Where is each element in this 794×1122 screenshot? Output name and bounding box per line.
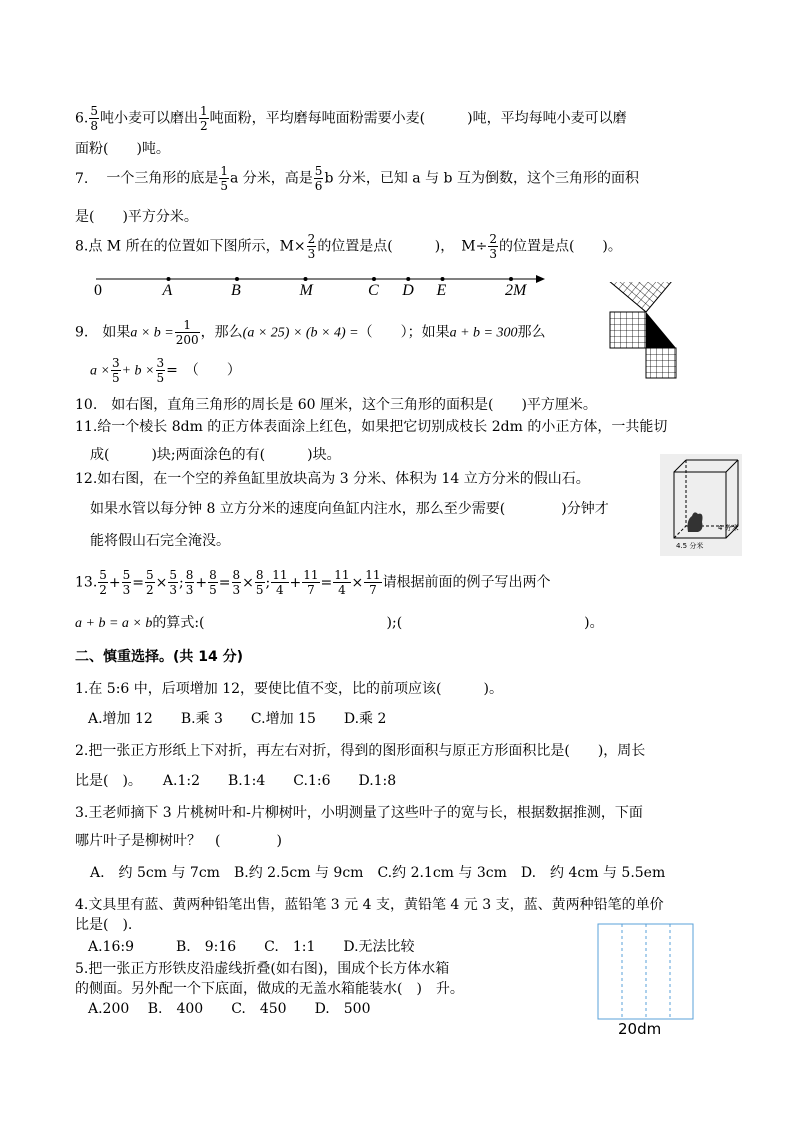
q13-fraction-den: 2	[146, 583, 154, 597]
q13-examples	[97, 568, 382, 597]
q7-fraction-1-num: 1	[220, 164, 228, 178]
q6-text-1: 吨小麦可以磨出	[100, 110, 198, 127]
q8-fraction-1-den: 3	[307, 247, 316, 261]
number-line-point-4	[372, 277, 376, 281]
q6-fraction-2	[199, 104, 209, 133]
q8-text-2: 的位置是点( )， M÷	[317, 238, 488, 255]
folded-square-svg	[596, 922, 696, 1022]
number-line-label: B	[231, 282, 241, 299]
q13-fraction-num: 11	[365, 568, 381, 582]
q8-fraction-1	[307, 232, 317, 261]
number-line-label: A	[162, 282, 173, 299]
q13-line2	[75, 614, 604, 633]
fish-tank-svg	[660, 454, 742, 556]
q13-operator: =	[132, 574, 145, 591]
c5-line1: 5.把一张正方形铁皮沿虚线折叠(如右图)，围成个长方体水箱	[75, 961, 450, 977]
q12-line2: 如果水管以每分钟 8 立方分米的速度向鱼缸内注水，那么至少需要( )分钟才	[90, 501, 609, 517]
q7-text-1: 一个三角形的底是	[106, 170, 219, 187]
q13-fraction-num: 5	[169, 568, 178, 582]
q8-line1	[75, 232, 622, 261]
q9-line1	[75, 318, 546, 347]
q7-text-3: b 分米，已知 a 与 b 互为倒数，这个三角形的面积	[324, 170, 639, 187]
number-line-label: 0	[94, 282, 102, 299]
q7-fraction-2-num: 5	[314, 164, 323, 178]
q13-operator: +	[195, 574, 208, 591]
q13-expr: a + b = a × b	[75, 616, 153, 631]
q13-number: 13.	[75, 574, 98, 591]
q11-line2: 成( )块;两面涂色的有( )块。	[90, 447, 341, 463]
q13-fraction-num: 8	[185, 568, 194, 582]
q9-text-4: 那么	[517, 324, 546, 341]
q13-fraction	[232, 568, 242, 597]
q9-expr-2: (a × 25) × (b × 4) =	[242, 325, 359, 341]
folded-square-label: 20dm	[618, 1020, 662, 1038]
q8-text-1: 8.点 M 所在的位置如下图所示，M×	[75, 238, 306, 255]
q7-fraction-1	[219, 164, 229, 193]
q7-text-2: a 分米，高是	[230, 170, 313, 187]
q6-text-2: 吨面粉，平均磨每吨面粉需要小麦( )吨，平均每吨小麦可以磨	[209, 110, 627, 127]
q7-fraction-2	[314, 164, 324, 193]
grid-squares-svg	[608, 282, 720, 380]
q13-fraction	[145, 568, 155, 597]
c3-options: A. 约 5cm 与 7cm B.约 2.5cm 与 9cm C.约 2.1cm 与 3cm D. 约 4cm 与 5.5em	[90, 865, 666, 881]
q9-expr-1: a × b =	[130, 325, 174, 341]
q9-fraction-2-den: 5	[111, 371, 120, 385]
q13-fraction-den: 7	[307, 583, 315, 597]
q13-fraction-den: 5	[209, 583, 217, 597]
q9-fraction-2	[111, 356, 121, 385]
c1-options: A.增加 12 B.乘 3 C.增加 15 D.乘 2	[88, 711, 387, 727]
q7-number: 7.	[75, 170, 89, 187]
q13-fraction-num: 8	[232, 568, 241, 582]
q13-fraction	[302, 568, 319, 597]
q12-line3: 能将假山石完全淹没。	[90, 533, 230, 549]
q13-operator: =	[320, 574, 333, 591]
fish-tank-width-label: 4.5 分米	[676, 542, 704, 550]
q13-fraction-num: 11	[303, 568, 319, 582]
q11-line1: 11.给一个棱长 8dm 的正方体表面涂上红色，如果把它切别成枝长 2dm 的小正方体，一共能切	[75, 419, 668, 435]
q13-fraction-den: 7	[369, 583, 377, 597]
q13-line2-text: 的算式:( );( )。	[152, 615, 604, 631]
q7-line2: 是( )平方分米。	[75, 209, 198, 225]
number-line-point-5	[406, 277, 410, 281]
c5-line2: 的侧面。另外配一个下底面，做成的无盖水箱能装水( ) 升。	[75, 981, 464, 997]
q13-fraction	[208, 568, 218, 597]
q13-fraction-den: 3	[185, 583, 194, 597]
q13-operator: ×	[155, 574, 168, 591]
q8-fraction-2	[488, 232, 498, 261]
q13-operator: +	[108, 574, 121, 591]
q6-fraction-1-den: 8	[90, 119, 98, 133]
q13-fraction-den: 2	[99, 583, 107, 597]
q6-line2: 面粉( )吨。	[75, 141, 170, 157]
q13-operator: ;	[265, 574, 271, 591]
c1-line1: 1.在 5:6 中，后项增加 12，要使比值不变，比的前项应该( )。	[75, 681, 503, 697]
q9-fraction-2-num: 3	[111, 356, 120, 370]
c2-line2: 比是( )。 A.1:2 B.1:4 C.1:6 D.1:8	[75, 773, 397, 789]
folded-square-figure	[596, 922, 696, 1042]
fish-tank-figure	[660, 454, 742, 556]
q8-text-3: 的位置是点( )。	[498, 238, 622, 255]
q13-text: 请根据前面的例子写出两个	[382, 574, 551, 591]
q13-fraction-den: 3	[232, 583, 241, 597]
q9-text-3: （ ）；如果	[358, 324, 450, 341]
q9-fraction-1	[175, 318, 200, 347]
q13-operator: =	[218, 574, 231, 591]
q9-line2	[90, 356, 241, 385]
number-line-label: 2M	[505, 282, 527, 299]
number-line-point-2	[235, 277, 239, 281]
q13-fraction	[122, 568, 132, 597]
q13-fraction-num: 5	[99, 568, 107, 582]
q6-number: 6.	[75, 110, 89, 127]
q6-fraction-1	[89, 104, 99, 133]
q13-fraction-den: 3	[122, 583, 131, 597]
c4-line2: 比是( ).	[75, 917, 133, 933]
section-2-title: 二、慎重选择。(共 14 分)	[75, 649, 244, 665]
q13-fraction-num: 5	[146, 568, 154, 582]
q9-fraction-3-den: 5	[156, 371, 165, 385]
q9-line2-b: + b ×	[121, 363, 155, 379]
q9-line2-a: a ×	[90, 363, 110, 379]
number-line-label: C	[368, 282, 379, 299]
q6-fraction-2-num: 1	[200, 104, 208, 118]
c3-line1: 3.王老师摘下 3 片桃树叶和-片柳树叶，小明测量了这些叶子的宽与长，根据数据推测，下面	[75, 805, 643, 821]
q13-operator: +	[289, 574, 302, 591]
q9-fraction-1-den: 200	[175, 333, 199, 347]
q6-line1	[75, 104, 627, 133]
q7-line1	[75, 164, 639, 193]
q9-text-2: ，那么	[200, 324, 243, 341]
q6-fraction-2-den: 2	[200, 119, 208, 133]
q9-text-1: 9. 如果	[75, 324, 131, 341]
q13-fraction-num: 5	[122, 568, 131, 582]
q13-fraction	[185, 568, 195, 597]
q9-line2-c: = （ ）	[166, 362, 241, 379]
q13-fraction-den: 5	[255, 583, 264, 597]
q13-fraction	[333, 568, 350, 597]
q7-fraction-1-den: 5	[220, 179, 228, 193]
q13-fraction	[168, 568, 178, 597]
q13-fraction	[364, 568, 381, 597]
q13-fraction	[255, 568, 265, 597]
number-line-label: M	[299, 282, 313, 299]
q12-line1: 12.如右图，在一个空的养鱼缸里放块高为 3 分米、体积为 14 立方分米的假山石。	[75, 471, 590, 487]
q8-fraction-2-den: 3	[489, 247, 497, 261]
q9-fraction-3	[156, 356, 166, 385]
q13-fraction-num: 11	[272, 568, 288, 582]
q6-fraction-1-num: 5	[90, 104, 98, 118]
q13-operator: ×	[242, 574, 254, 591]
c4-line1: 4.文具里有蓝、黄两种铅笔出售，蓝铅笔 3 元 4 支，黄铅笔 4 元 3 支，蓝、黄两种铅笔的单价	[75, 897, 664, 913]
q9-fraction-3-num: 3	[156, 356, 165, 370]
q13-line1	[75, 568, 551, 597]
q13-fraction-den: 4	[338, 583, 346, 597]
q13-fraction	[98, 568, 108, 597]
q13-fraction-num: 8	[209, 568, 217, 582]
number-line-point-3	[304, 277, 308, 281]
q13-operator: ;	[179, 574, 184, 591]
q8-fraction-2-num: 2	[489, 232, 497, 246]
number-line-point-7	[509, 277, 513, 281]
number-line-point-6	[441, 277, 445, 281]
q8-fraction-1-num: 2	[307, 232, 316, 246]
q13-fraction	[271, 568, 288, 597]
c2-line1: 2.把一张正方形纸上下对折，再左右对折，得到的图形面积与原正方形面积比是( )，周长	[75, 743, 646, 759]
q13-fraction-den: 3	[169, 583, 178, 597]
rock-icon	[688, 512, 703, 532]
number-line	[90, 268, 550, 302]
q13-fraction-num: 8	[255, 568, 264, 582]
number-line-axis	[90, 272, 550, 286]
q13-operator: ×	[351, 574, 364, 591]
q13-fraction-den: 4	[276, 583, 284, 597]
right-triangle-squares-figure	[608, 282, 720, 380]
number-line-point-1	[167, 277, 171, 281]
q13-fraction-num: 11	[334, 568, 350, 582]
number-line-label: E	[436, 282, 447, 299]
c3-line2: 哪片叶子是柳树叶？ ( )	[75, 833, 282, 849]
fish-tank-height-label: 4 分米	[718, 524, 739, 532]
q9-fraction-1-num: 1	[175, 318, 200, 333]
c4-options: A.16:9 B. 9:16 C. 1:1 D.无法比较	[88, 939, 415, 955]
number-line-label: D	[402, 282, 414, 299]
q7-fraction-2-den: 6	[314, 179, 323, 193]
q10-line: 10. 如右图，直角三角形的周长是 60 厘米，这个三角形的面积是( )平方厘米。	[75, 397, 597, 413]
c5-options: A.200 B. 400 C. 450 D. 500	[88, 1001, 371, 1017]
q9-expr-3: a + b = 300	[449, 325, 518, 341]
